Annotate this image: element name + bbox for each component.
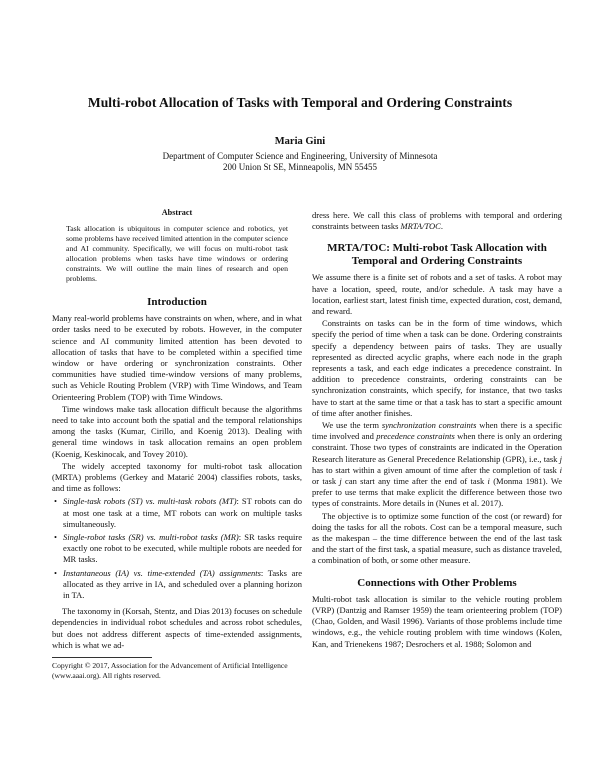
intro-paragraph-2: Time windows make task allocation difficult because the algorithms need to take into account both the spatial and the temporal relationships among the tasks (Kumar, Cirillo, and Koenig 2013). Dealing with general time windows in task allocation remains an open problem (Koenig, Keskinocak, and Tovey 2010). [52,403,302,459]
mrta-paragraph-4: The objective is to optimize some function of the cost (or reward) for doing the tasks for all the robots. Cost can be a temporal measure, such as the makespan – the time difference between the end of the last task and the start of the first task, a spatial measure, such as distance traveled, a combination of both, or some other measure. [312,510,562,566]
mrta-toc-heading: MRTA/TOC: Multi-robot Task Allocation with Temporal and Ordering Constraints [327,242,547,268]
list-item: • Instantaneous (IA) vs. time-extended (TA) assignments: Tasks are allocated as they arrive in IA, and scheduled over a planning horizon in TA. [63,568,302,602]
list-item: • Single-robot tasks (SR) vs. multi-robot tasks (MR): SR tasks require exactly one robot to be executed, while multiple robots are needed for MR tasks. [63,532,302,566]
author-name: Maria Gini [274,136,326,147]
connections-heading: Connections with Other Problems [357,576,517,589]
footnote-rule [52,657,152,658]
affiliation-line-2: 200 Union St SE, Minneapolis, MN 55455 [222,162,377,172]
right-column [312,210,562,651]
list-item: • Single-task robots (ST) vs. multi-task robots (MT): ST robots can do at most one task at a time, MT robots can work on multiple tasks simultaneously. [63,496,302,530]
mrta-paragraph-3: We use the term synchronization constraints when there is a specific time involved and precedence constraints when there is only an ordering constraint. Those two types of constraints are indicated in the Operation Research literature as General Precedence Relationship (GPR), i.e., task j has to start within a given amount of time after the completion of task i or task j can start any time after the end of task i (Monma 1981). We prefer to use terms that make explicit the difference between those two types of constraints. More details in (Nunes et al. 2017). [312,420,562,509]
copyright-notice: Copyright © 2017, Association for the Advancement of Artificial Intelligence (www.aaai.org). All rights reserved. [52,661,288,680]
abstract-heading: Abstract [161,208,193,217]
mrta-paragraph-2: Constraints on tasks can be in the form of time windows, which specify the period of time when a task can be done. Ordering constraints specify a dependency between pairs of tasks. They are usually represented as directed acyclic graphs, where each node in the graph represents a task, and each edge indicates a precedence constraint. In addition to precedence constraints, ordering constraints can be synchronization constraints, which specify, for instance, that two tasks have to start at the same time or that a task has to start a specific amount of time after another finishes. [312,318,562,418]
left-column [52,207,302,680]
abstract-text: Task allocation is ubiquitous in computer science and robotics, yet some problems have received limited attention in the computer science and AI community. Specifically, we will focus on multi-robot task allocation problems when tasks have time windows or ordering constraints. We will outline the main lines of research and open problems. [66,224,288,284]
intro-paragraph-1: Many real-world problems have constraints on when, where, and in what order tasks need to be executed by robots. However, in the computer science and AI community limited attention has been devoted to allocation of tasks that have to be completed within a specified time window or have ordering or synchronization constraints. Other communities have studied time-window versions of many problems, such as Vehicle Routing Problem (VRP) with Time Windows, and Team Orienteering Problem (TOP) with Time Windows. [52,313,302,402]
taxonomy-list [52,496,302,601]
introduction-heading: Introduction [147,296,207,309]
connections-paragraph-1: Multi-robot task allocation is similar to the vehicle routing problem (VRP) (Dantzig and Ramser 1959) the team orienteering problem (TOP) (Chao, Golden, and Wasil 1996). Variants of those problems include time windows, e.g., the vehicle routing problem with time windows (Kolen, Kan, and Trienekens 1987; Desrochers et al. 1988; Solomon and [312,593,562,649]
paper-title: Multi-robot Allocation of Tasks with Temporal and Ordering Constraints [87,95,513,110]
intro-paragraph-4: The taxonomy in (Korsah, Stentz, and Dias 2013) focuses on schedule dependencies in individual robot schedules and across robot schedules, but does not address different aspects of time-extended assignments, which is what we ad- [52,606,302,650]
intro-paragraph-3: The widely accepted taxonomy for multi-robot task allocation (MRTA) problems (Gerkey and Matarić 2004) classifies robots, tasks, and time as follows: [52,460,302,494]
mrta-paragraph-1: We assume there is a finite set of robots and a set of tasks. A robot may have a location, speed, route, and/or schedule. A task may have a location, earliest start, latest finish time, expected duration, cost, demand, and reward. [312,272,562,317]
affiliation-line-1: Department of Computer Science and Engineering, University of Minnesota [162,151,438,161]
continued-paragraph: dress here. We call this class of problems with temporal and ordering constraints between tasks MRTA/TOC. [312,210,562,232]
